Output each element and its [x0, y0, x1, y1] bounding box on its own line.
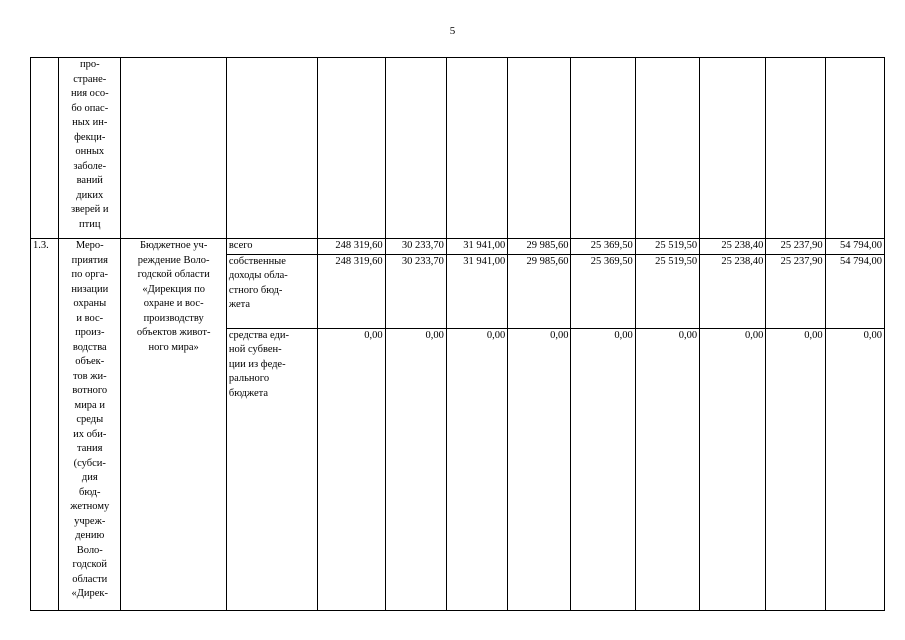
executor-line: Бюджетное уч-: [139, 240, 208, 251]
value-cell: 0,00: [508, 328, 571, 610]
name-line: про-: [79, 59, 100, 70]
name-line: Меро-: [75, 240, 104, 251]
value-cell: 0,00: [825, 328, 884, 610]
value-cell: 54 794,00: [825, 239, 884, 255]
executor-cell: [121, 239, 226, 611]
value-cell: 30 233,70: [385, 239, 446, 255]
name-line: среды: [76, 414, 104, 425]
value-cell: 29 985,60: [508, 254, 571, 328]
name-line: по орга-: [71, 269, 108, 280]
value-cell: [318, 58, 385, 239]
name-line: ваний: [76, 175, 103, 186]
source-line: стного бюд-: [228, 284, 283, 296]
value-cell: 31 941,00: [446, 254, 507, 328]
value-cell: 0,00: [318, 328, 385, 610]
value-cell: 0,00: [766, 328, 825, 610]
value-cell: [446, 58, 507, 239]
executor-line: охране и вос-: [143, 298, 204, 309]
row-number-cell: [31, 58, 59, 239]
source-line: бюджета: [228, 387, 269, 399]
value-cell: 248 319,60: [318, 254, 385, 328]
name-line: стране-: [73, 73, 107, 85]
name-line: «Дирек-: [71, 588, 109, 599]
source-cell: [226, 58, 317, 239]
page-number: 5: [449, 25, 456, 37]
value-cell: 25 237,90: [766, 239, 825, 255]
name-line: ных ин-: [72, 117, 108, 128]
source-line: жета: [228, 299, 251, 310]
value-cell: [700, 58, 766, 239]
value-cell: 25 238,40: [700, 254, 766, 328]
table-row-continued: [31, 58, 885, 239]
name-line: объек-: [75, 356, 105, 367]
name-line: их оби-: [73, 428, 107, 440]
executor-line: годской области: [137, 269, 210, 280]
executor-cell: [121, 58, 226, 239]
executor-line: объектов живот-: [136, 327, 211, 338]
measure-name-cell: [59, 239, 121, 611]
executor-line: реждение Воло-: [137, 254, 210, 266]
value-cell: 248 319,60: [318, 239, 385, 255]
executor-line: производству: [143, 312, 204, 324]
name-line: приятия: [71, 254, 108, 266]
name-line: водства: [72, 341, 107, 353]
value-cell: 0,00: [635, 328, 699, 610]
source-line: доходы обла-: [228, 270, 288, 281]
source-line: ции из феде-: [228, 358, 286, 370]
value-cell: 29 985,60: [508, 239, 571, 255]
value-cell: 30 233,70: [385, 254, 446, 328]
funding-source-cell: [226, 239, 317, 255]
name-line: зверей и: [71, 204, 109, 215]
value-cell: 25 238,40: [700, 239, 766, 255]
value-cell: 0,00: [446, 328, 507, 610]
name-line: и вос-: [76, 312, 104, 324]
source-line: собственные: [228, 255, 286, 267]
value-cell: 25 369,50: [571, 239, 635, 255]
executor-line: ного мира»: [148, 341, 199, 353]
name-line: фекци-: [74, 131, 106, 143]
name-line: диких: [76, 189, 104, 201]
name-line: дия: [81, 472, 98, 483]
value-cell: 31 941,00: [446, 239, 507, 255]
value-cell: 54 794,00: [825, 254, 884, 328]
name-line: тов жи-: [72, 370, 107, 382]
name-line: охраны: [73, 298, 107, 309]
value-cell: [571, 58, 635, 239]
measure-name-cell: [59, 58, 121, 239]
value-cell: 25 519,50: [635, 239, 699, 255]
value-cell: [635, 58, 699, 239]
name-line: заболе-: [73, 160, 107, 172]
name-line: жетному: [70, 501, 110, 512]
row-number-cell: 1.3.: [31, 239, 59, 611]
value-cell: [385, 58, 446, 239]
value-cell: [766, 58, 825, 239]
source-line: ной субвен-: [228, 344, 282, 355]
source-line: рального: [228, 373, 270, 384]
value-cell: 0,00: [700, 328, 766, 610]
value-cell: 0,00: [571, 328, 635, 610]
name-line: (субси-: [73, 457, 106, 469]
funding-source-cell: [226, 254, 317, 328]
executor-line: «Дирекция по: [142, 283, 205, 295]
value-cell: 0,00: [385, 328, 446, 610]
name-line: низации: [71, 283, 109, 295]
name-line: тания: [77, 443, 103, 454]
source-line: всего: [228, 240, 253, 251]
value-cell: [825, 58, 884, 239]
name-line: произ-: [75, 327, 105, 338]
name-line: области: [72, 573, 108, 585]
name-line: мира и: [74, 399, 105, 411]
table-row-total: [31, 239, 885, 255]
value-cell: 25 237,90: [766, 254, 825, 328]
name-line: дению: [75, 530, 105, 541]
funding-source-cell: [226, 328, 317, 610]
name-line: птиц: [79, 218, 101, 230]
value-cell: [508, 58, 571, 239]
name-line: онных: [75, 146, 105, 157]
name-line: годской: [72, 559, 107, 570]
source-line: средства еди-: [228, 329, 289, 341]
name-line: бюд-: [79, 486, 101, 498]
value-cell: 25 519,50: [635, 254, 699, 328]
name-line: бо опас-: [71, 102, 109, 114]
budget-table: [30, 57, 885, 611]
name-line: ния осо-: [70, 88, 109, 99]
name-line: Воло-: [76, 544, 103, 556]
value-cell: 25 369,50: [571, 254, 635, 328]
name-line: учреж-: [74, 515, 106, 527]
name-line: вотного: [72, 385, 108, 396]
